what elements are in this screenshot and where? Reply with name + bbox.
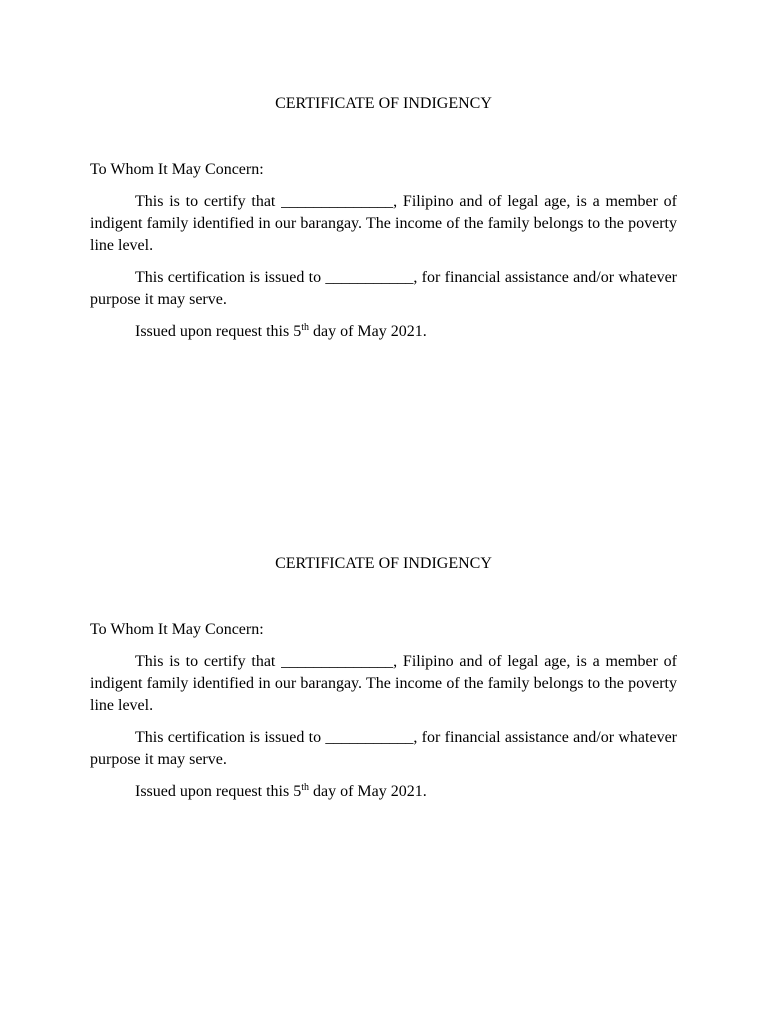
certificate-title: CERTIFICATE OF INDIGENCY — [275, 555, 492, 572]
ordinal-suffix: th — [301, 782, 309, 793]
issued-text: Issued upon request this 5 — [135, 323, 302, 340]
issued-text: Issued upon request this 5 — [135, 783, 302, 800]
purpose-paragraph: This certification is issued to ___________, for financial assistance and/or whatever purpose it may serve. — [90, 269, 677, 308]
salutation: To Whom It May Concern: — [90, 161, 264, 178]
issued-date-paragraph — [90, 321, 677, 343]
salutation: To Whom It May Concern: — [90, 621, 264, 638]
certificate-1 — [90, 93, 677, 343]
ordinal-suffix: th — [301, 322, 309, 333]
issued-date-text: day of May 2021. — [308, 323, 427, 340]
issued-date-text: day of May 2021. — [308, 783, 427, 800]
issued-date-paragraph — [90, 781, 677, 803]
certification-paragraph: This is to certify that ______________, Filipino and of legal age, is a member of indigent family identified in our barangay. The income of the family belongs to the poverty line level. — [90, 193, 677, 254]
certificate-2 — [90, 553, 677, 803]
certificate-title: CERTIFICATE OF INDIGENCY — [275, 95, 492, 112]
certification-paragraph: This is to certify that ______________, Filipino and of legal age, is a member of indigent family identified in our barangay. The income of the family belongs to the poverty line level. — [90, 653, 677, 714]
purpose-paragraph: This certification is issued to ___________, for financial assistance and/or whatever purpose it may serve. — [90, 729, 677, 768]
